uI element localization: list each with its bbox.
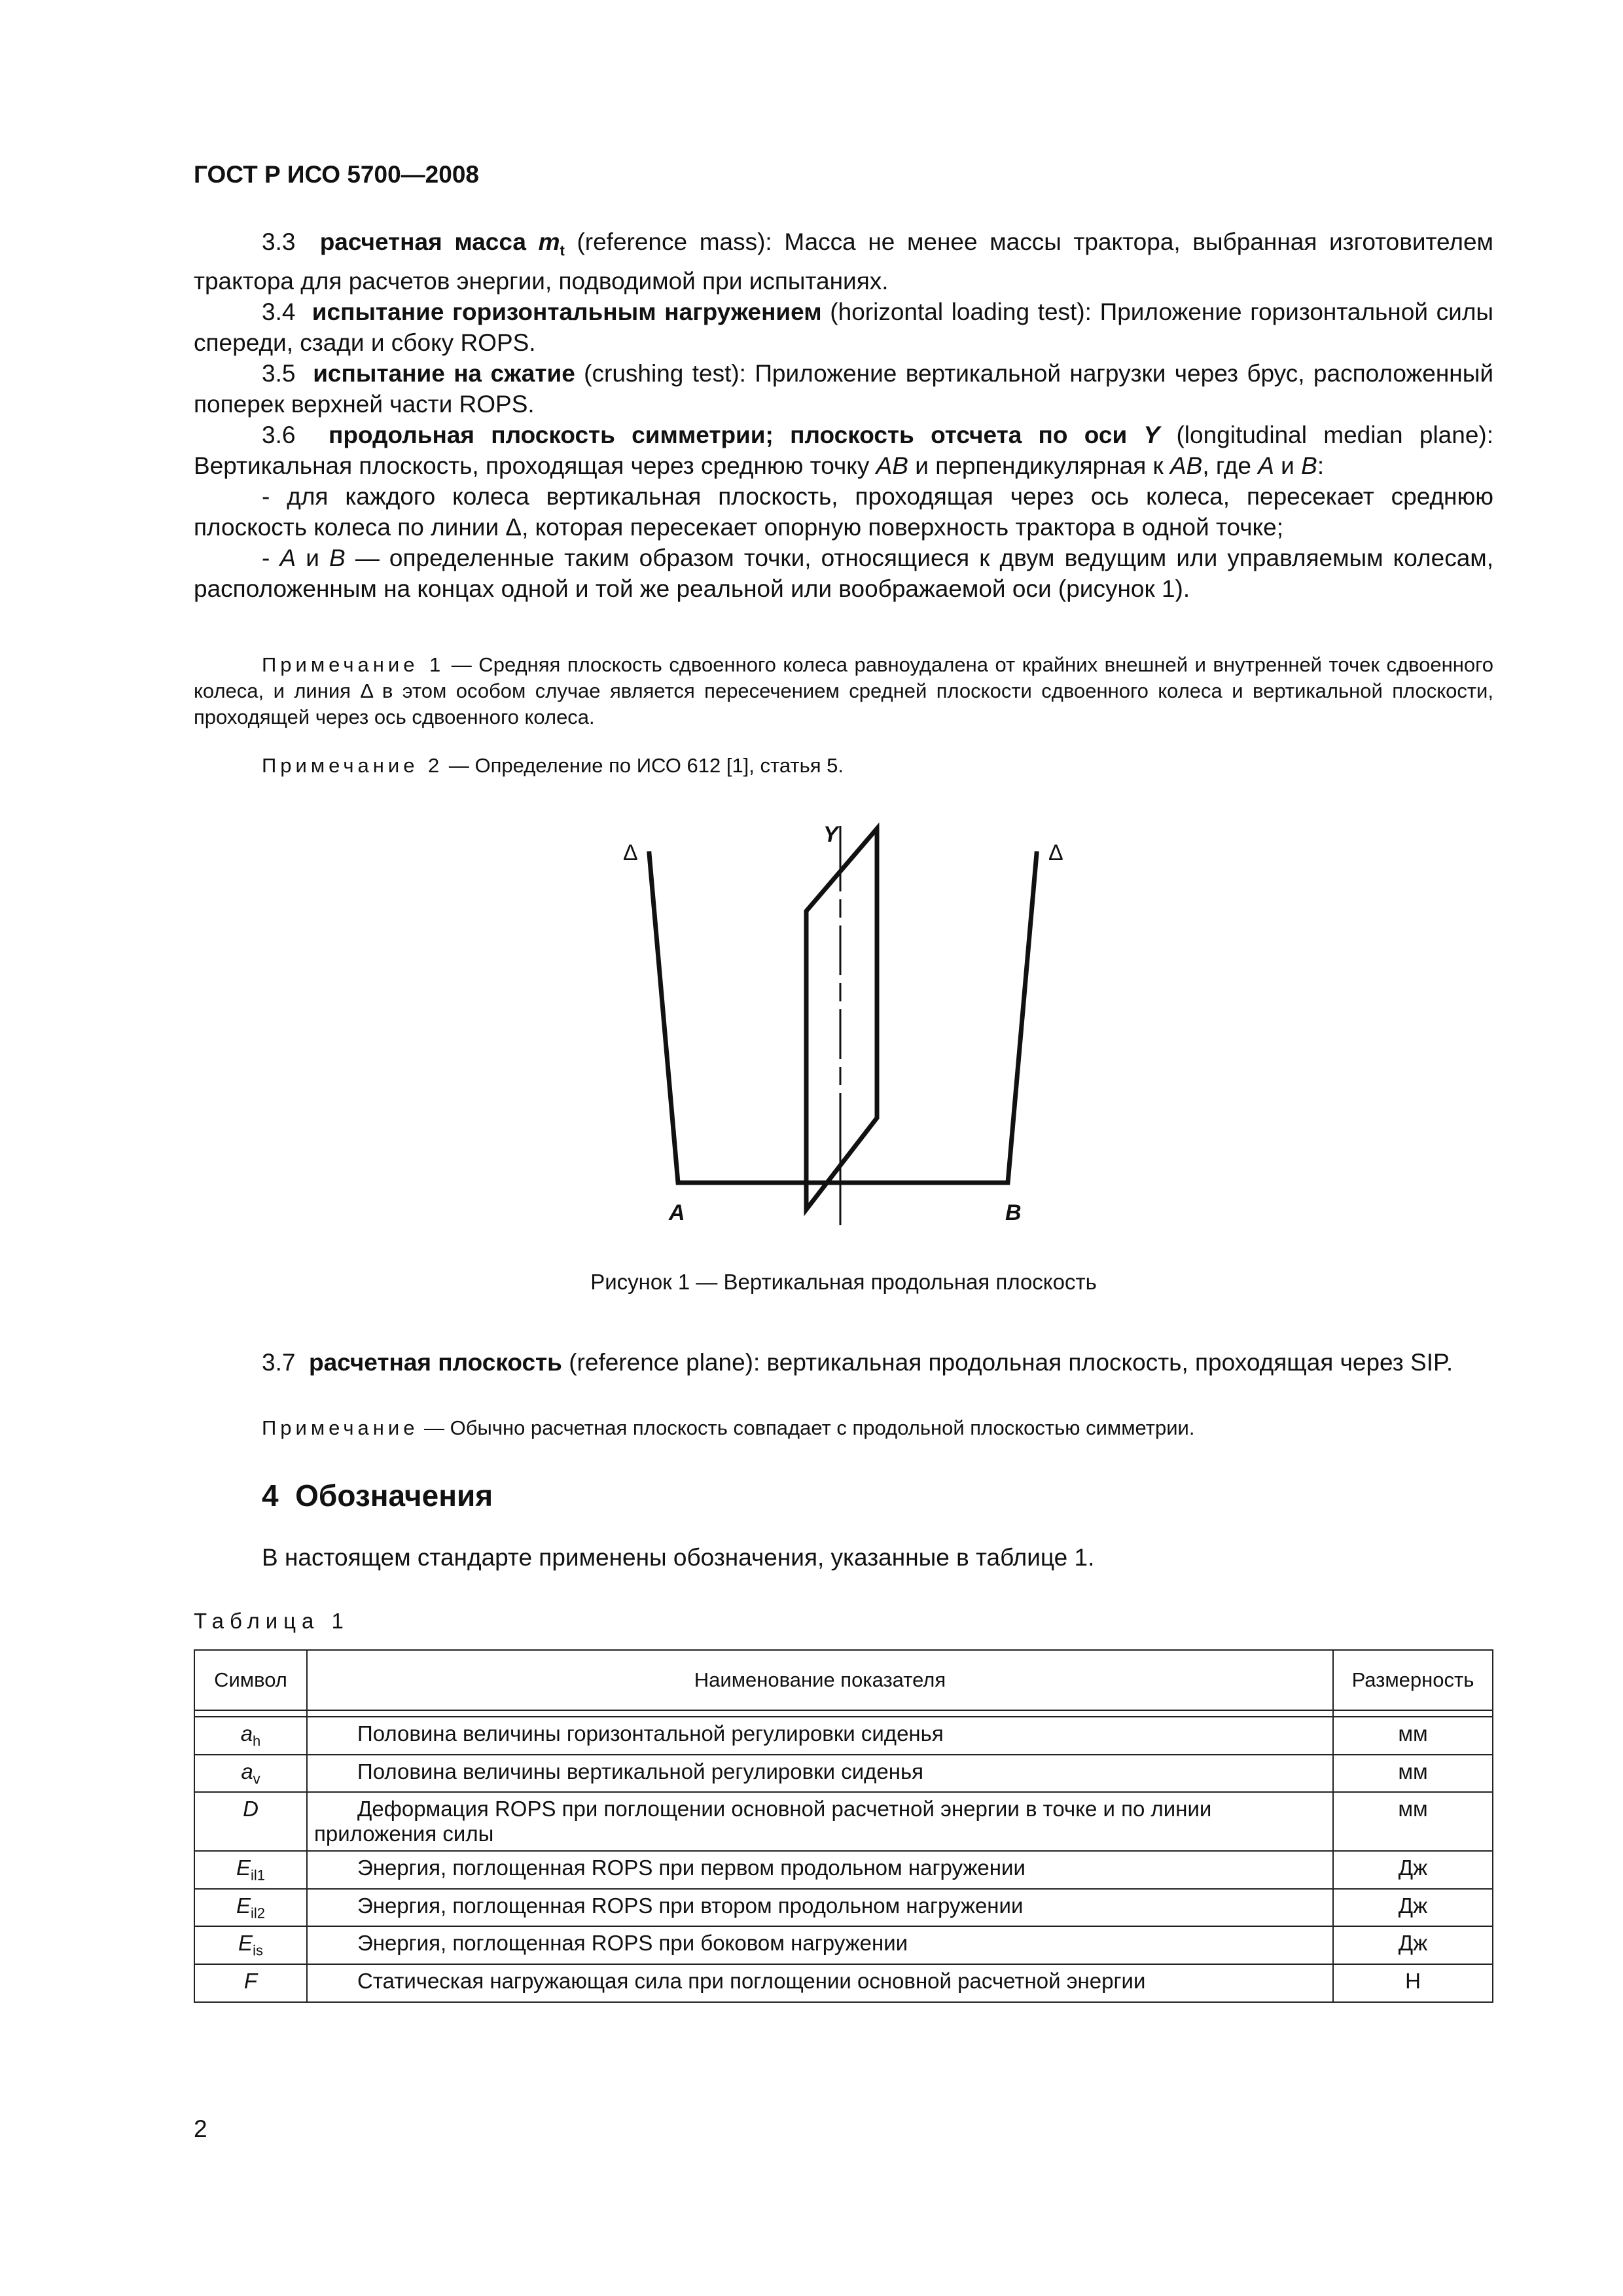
cell-name: Энергия, поглощенная ROPS при первом продольном нагружении — [307, 1851, 1333, 1889]
symbol: a — [241, 1759, 253, 1784]
cell-symbol — [194, 1755, 307, 1793]
note-text: — Средняя плоскость сдвоенного колеса равноудалена от крайних внешней и внутренней точек сдвоенного колеса, и линия Δ в этом особом случае является пересечением средней плоскости сдвоенного колеса и вертикальной плоскости, проходящей через ось сдвоенного колеса. — [194, 653, 1493, 728]
cell-symbol — [194, 1851, 307, 1889]
definition-3-6-item-2 — [194, 543, 1493, 604]
cell-symbol — [194, 1889, 307, 1927]
symbol: E — [236, 1856, 251, 1880]
cell-unit: мм — [1333, 1717, 1493, 1755]
cell-symbol — [194, 1964, 307, 2002]
note-3 — [194, 1415, 1493, 1441]
cell-name: Статическая нагружающая сила при поглощении основной расчетной энергии — [307, 1964, 1333, 2002]
symbol-subscript: h — [253, 1732, 261, 1749]
cell-unit: мм — [1333, 1755, 1493, 1793]
symbol: E — [236, 1893, 251, 1918]
symbol-subscript: v — [253, 1770, 260, 1787]
definitions-block — [194, 226, 1493, 604]
note-label: Примечание 1 — [262, 653, 445, 676]
section-intro — [194, 1542, 1493, 1573]
definition-3-4 — [194, 296, 1493, 358]
note-1 — [194, 652, 1493, 730]
definition-text: : — [1317, 452, 1325, 480]
label-y: Y — [823, 822, 838, 847]
cell-symbol — [194, 1717, 307, 1755]
label-b: B — [1005, 1200, 1022, 1225]
term: испытание на сжатие — [313, 360, 575, 387]
note-label: Примечание — [262, 1416, 419, 1439]
symbol: E — [238, 1931, 253, 1956]
wheel-plane-outline — [649, 853, 1037, 1183]
symbols-table — [194, 1649, 1493, 2003]
cell-name: Энергия, поглощенная ROPS при втором продольном нагружении — [307, 1889, 1333, 1927]
table-row — [194, 1755, 1493, 1793]
cell-unit: мм — [1333, 1792, 1493, 1851]
cell-name: Половина величины вертикальной регулировки сиденья — [307, 1755, 1333, 1793]
note-2 — [194, 753, 1493, 779]
definition-text: и — [1274, 452, 1302, 480]
point-ab: AB — [876, 452, 908, 480]
cell-unit: Дж — [1333, 1926, 1493, 1964]
cell-symbol — [194, 1792, 307, 1851]
table-caption: Таблица 1 — [194, 1609, 349, 1633]
table-row — [194, 1851, 1493, 1889]
table-row — [194, 1964, 1493, 2002]
term-subscript: t — [560, 242, 565, 259]
section-title: 4 Обозначения — [262, 1479, 493, 1513]
cell-unit: Дж — [1333, 1851, 1493, 1889]
note-text: — Определение по ИСО 612 [1], статья 5. — [443, 754, 844, 777]
symbol-subscript: is — [253, 1942, 263, 1959]
definition-text: , где — [1202, 452, 1258, 480]
term: расчетная масса — [319, 228, 539, 255]
label-delta-right: Δ — [1048, 840, 1063, 865]
clause-number: 3.6 — [262, 422, 296, 449]
definition-text: (reference mass): Масса не менее массы трактора, выбранная изготовителем трактора для расчетов энергии, подводимой при испытаниях. — [194, 228, 1493, 295]
term-symbol: Y — [1143, 422, 1160, 449]
cell-name: Половина величины горизонтальной регулировки сиденья — [307, 1717, 1333, 1755]
point-a: A — [1258, 452, 1274, 480]
definition-3-6 — [194, 420, 1493, 481]
cell-unit: Дж — [1333, 1889, 1493, 1927]
point-ab: AB — [1170, 452, 1203, 480]
definition-3-7 — [194, 1347, 1493, 1378]
clause-number: 3.7 — [262, 1349, 296, 1376]
page-number: 2 — [194, 2115, 207, 2142]
definition-text: и перпендикулярная к — [908, 452, 1170, 480]
definition-3-6-item-1: - для каждого колеса вертикальная плоскость, проходящая через ось колеса, пересекает среднюю плоскость колеса по линии Δ, которая пересекает опорную поверхность трактора в одной точке; — [194, 483, 1493, 541]
clause-number: 3.3 — [262, 228, 296, 255]
header-symbol: Символ — [194, 1650, 307, 1710]
symbol-subscript: il2 — [251, 1905, 266, 1922]
definition-text: (horizontal loading test): Приложение горизонтальной силы спереди, сзади и сбоку ROPS. — [194, 298, 1493, 357]
header-name: Наименование показателя — [307, 1650, 1333, 1710]
definition-text: — определенные таким образом точки, относящиеся к двум ведущим или управляемым колесам, расположенным на концах одной и той же реальной или воображаемой оси (рисунок 1). — [194, 545, 1493, 603]
figure-1 — [615, 819, 1099, 1238]
symbol-subscript: il1 — [251, 1867, 266, 1884]
term: испытание горизонтальным нагружением — [312, 298, 822, 326]
label-delta-left: Δ — [623, 840, 638, 865]
clause-number: 3.4 — [262, 298, 296, 326]
definition-text: (reference plane): вертикальная продольная плоскость, проходящая через SIP. — [562, 1349, 1454, 1376]
definition-3-5 — [194, 358, 1493, 420]
term: расчетная плоскость — [309, 1349, 562, 1376]
table-separator-row — [194, 1710, 1493, 1717]
point-b: B — [1301, 452, 1317, 480]
longitudinal-plane — [806, 829, 877, 1210]
point-a: A — [279, 545, 296, 572]
definition-text: и — [296, 545, 330, 572]
cell-unit: Н — [1333, 1964, 1493, 2002]
label-a: A — [669, 1200, 685, 1225]
point-b: B — [329, 545, 346, 572]
cell-name: Деформация ROPS при поглощении основной расчетной энергии в точке и по линии приложения силы — [307, 1792, 1333, 1851]
note-label: Примечание 2 — [262, 754, 444, 777]
document-header: ГОСТ Р ИСО 5700—2008 — [194, 161, 479, 188]
cell-symbol — [194, 1926, 307, 1964]
clause-number: 3.5 — [262, 360, 296, 387]
definition-3-3 — [194, 226, 1493, 296]
term: продольная плоскость симметрии; плоскость отсчета по оси — [329, 422, 1144, 449]
list-dash: - — [262, 545, 280, 572]
symbol: D — [243, 1797, 259, 1821]
table-row — [194, 1889, 1493, 1927]
section-intro-text: В настоящем стандарте применены обозначения, указанные в таблице 1. — [262, 1544, 1095, 1571]
figure-1-diagram — [615, 819, 1099, 1238]
table-row — [194, 1792, 1493, 1851]
figure-caption: Рисунок 1 — Вертикальная продольная плоскость — [590, 1270, 1097, 1294]
cell-name: Энергия, поглощенная ROPS при боковом нагружении — [307, 1926, 1333, 1964]
header-unit: Размерность — [1333, 1650, 1493, 1710]
symbol: a — [240, 1721, 253, 1746]
definition-text: (longitudinal median plane): Вертикальная плоскость, проходящая через среднюю точку — [194, 422, 1494, 480]
table-header-row — [194, 1650, 1493, 1710]
table-row — [194, 1926, 1493, 1964]
symbol: F — [243, 1968, 258, 1993]
table-row — [194, 1717, 1493, 1755]
note-text: — Обычно расчетная плоскость совпадает с продольной плоскостью симметрии. — [418, 1416, 1195, 1439]
term-symbol: m — [538, 228, 560, 255]
definition-text: (crushing test): Приложение вертикальной нагрузки через брус, расположенный поперек верхней части ROPS. — [194, 360, 1493, 418]
